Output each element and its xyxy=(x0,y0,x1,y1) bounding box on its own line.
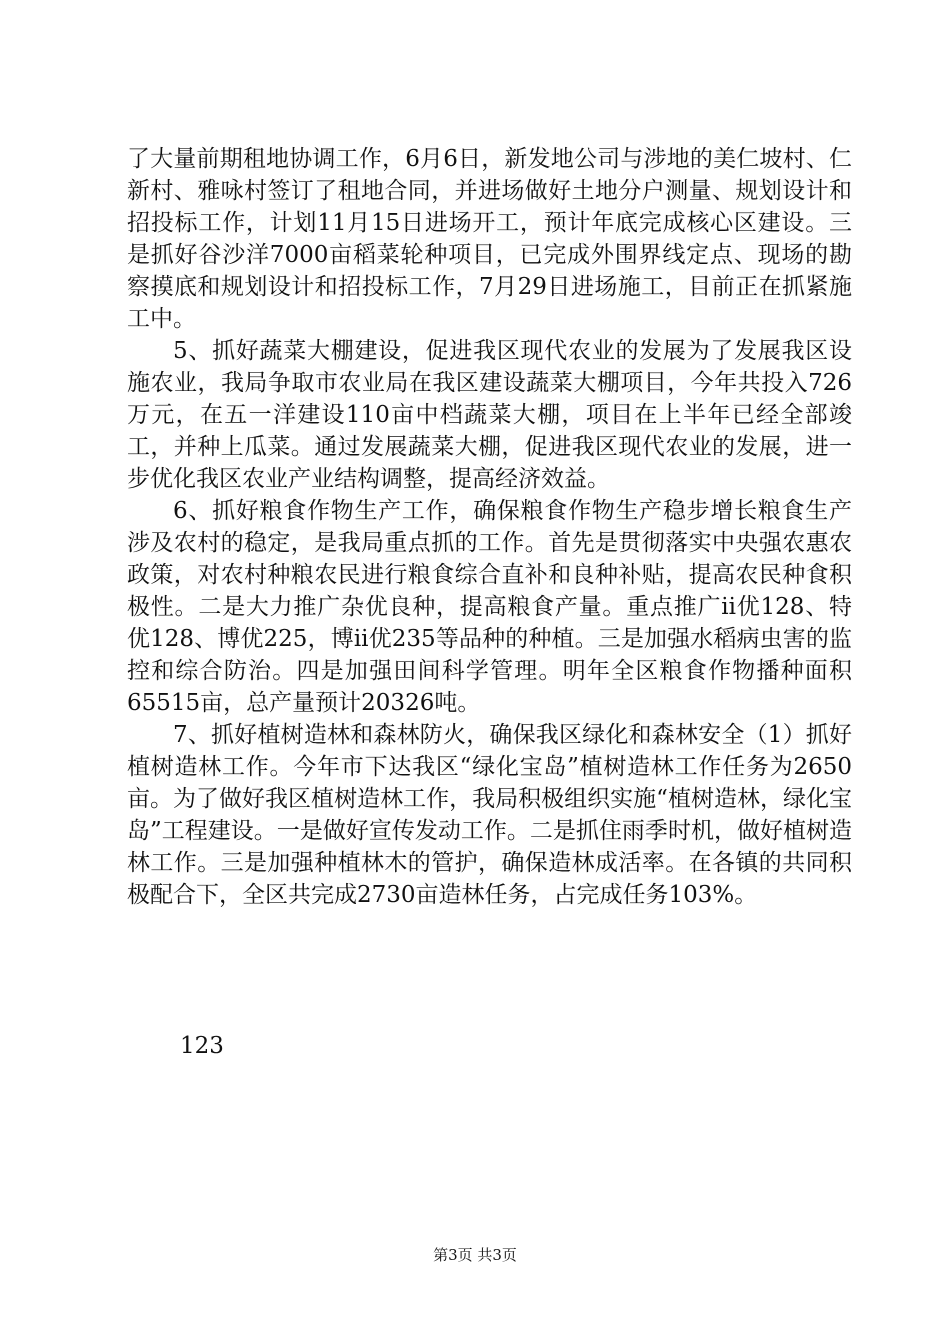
inline-number: 123 xyxy=(180,1033,224,1059)
paragraph-continuation: 了大量前期租地协调工作，6月6日，新发地公司与涉地的美仁坡村、仁新村、雅咏村签订了租地合同，并进场做好土地分户测量、规划设计和招投标工作，计划11月15日进场开工，预计年底完成核心区建设。三是抓好谷沙洋7000亩稻菜轮种项目，已完成外围界线定点、现场的勘察摸底和规划设计和招投标工作，7月29日进场施工，目前正在抓紧施工中。 xyxy=(127,146,852,332)
page-footer: 第3页 共3页 xyxy=(433,1246,517,1264)
paragraph-afforestation: 7、抓好植树造林和森林防火，确保我区绿化和森林安全（1）抓好植树造林工作。今年市下达我区“绿化宝岛”植树造林工作任务为2650亩。为了做好我区植树造林工作，我局积极组织实施“植树造林，绿化宝岛”工程建设。一是做好宣传发动工作。二是抓住雨季时机，做好植树造林工作。三是加强种植林木的管护，确保造林成活率。在各镇的共同积极配合下，全区共完成2730亩造林任务，占完成任务103%。 xyxy=(127,722,852,908)
paragraph-vegetable-greenhouse: 5、抓好蔬菜大棚建设，促进我区现代农业的发展为了发展我区设施农业，我局争取市农业局在我区建设蔬菜大棚项目，今年共投入726万元，在五一洋建设110亩中档蔬菜大棚，项目在上半年已经全部竣工，并种上瓜菜。通过发展蔬菜大棚，促进我区现代农业的发展，进一步优化我区农业产业结构调整，提高经济效益。 xyxy=(127,338,852,492)
paragraph-grain-production: 6、抓好粮食作物生产工作，确保粮食作物生产稳步增长粮食生产涉及农村的稳定，是我局重点抓的工作。首先是贯彻落实中央强农惠农政策，对农村种粮农民进行粮食综合直补和良种补贴，提高农民种食积极性。二是大力推广杂优良种，提高粮食产量。重点推广ii优128、特优128、博优225，博ii优235等品种的种植。三是加强水稻病虫害的监控和综合防治。四是加强田间科学管理。明年全区粮食作物播种面积65515亩，总产量预计20326吨。 xyxy=(127,498,852,716)
document-body xyxy=(127,143,852,911)
